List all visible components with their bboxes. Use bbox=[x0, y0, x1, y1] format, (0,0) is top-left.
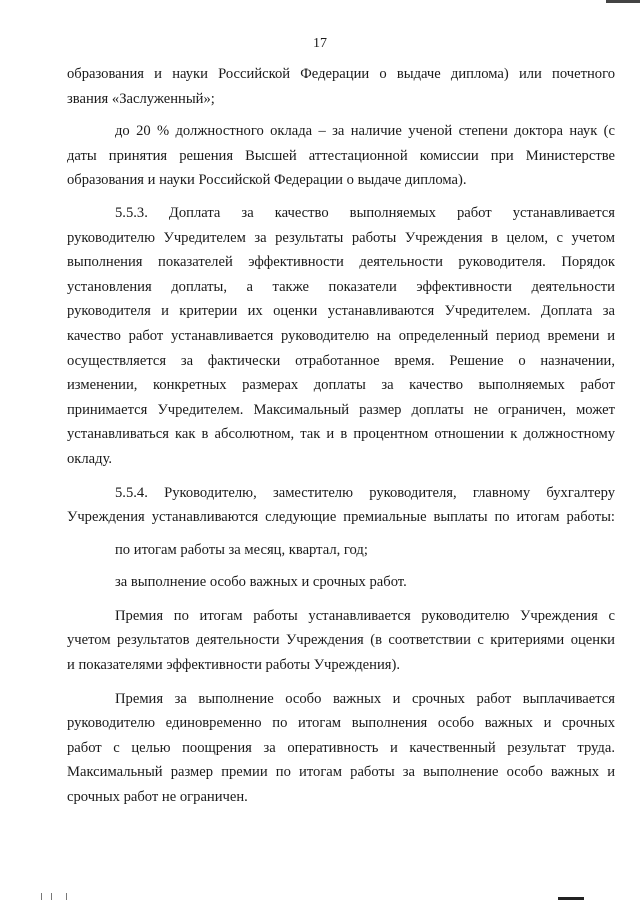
paragraph bbox=[67, 119, 615, 193]
text-line: принимается Учредителем. Максимальный размер доплаты не ограничен, может bbox=[67, 401, 615, 418]
text-line: руководителя и критерии их оценки устанавливаются Учредителем. Доплата за bbox=[67, 303, 615, 320]
text-line: выполнения показателей эффективности деятельности руководителя. Порядок bbox=[67, 254, 615, 271]
text-line: устанавливаться как в абсолютном, так и в процентном отношении к должностному bbox=[67, 426, 615, 443]
text-line: срочных работ не ограничен. bbox=[67, 789, 248, 806]
text-line: руководителю Учредителем за результаты работы Учреждения в целом, с учетом bbox=[67, 229, 615, 246]
scan-tick-mark bbox=[41, 893, 42, 900]
text-line: установления доплаты, а также показатели эффективности деятельности bbox=[67, 278, 615, 295]
text-line: работ с целью поощрения за оперативность и качественный результат труда. bbox=[67, 739, 615, 756]
list-item bbox=[67, 570, 615, 595]
scan-edge-mark-bottom bbox=[558, 897, 584, 900]
text-line: и показателями эффективности работы Учреждения). bbox=[67, 657, 400, 674]
text-line: 5.5.4. Руководителю, заместителю руководителя, главному бухгалтеру bbox=[115, 484, 615, 501]
scan-edge-mark-top bbox=[606, 0, 640, 3]
text-line: образования и науки Российской Федерации о выдаче диплома) или почетного bbox=[67, 66, 615, 82]
text-line: 5.5.3. Доплата за качество выполняемых работ устанавливается bbox=[115, 204, 615, 221]
paragraph bbox=[67, 62, 615, 111]
scan-tick-mark bbox=[51, 893, 52, 900]
scan-tick-mark bbox=[66, 893, 67, 900]
text-line: даты принятия решения Высшей аттестационной комиссии при Министерстве bbox=[67, 147, 615, 164]
paragraph bbox=[67, 604, 615, 678]
text-line: до 20 % должностного оклада – за наличие ученой степени доктора наук (с bbox=[115, 123, 615, 140]
document-body bbox=[67, 62, 615, 810]
paragraph-5-5-3 bbox=[67, 201, 615, 472]
text-line: Премия за выполнение особо важных и срочных работ выплачивается bbox=[115, 690, 615, 707]
text-line: Учреждения устанавливаются следующие премиальные выплаты по итогам работы: bbox=[67, 509, 615, 526]
text-line: Премия по итогам работы устанавливается руководителю Учреждения с bbox=[115, 607, 615, 624]
text-line: учетом результатов деятельности Учреждения (в соответствии с критериями оценки bbox=[67, 632, 615, 649]
text-line: за выполнение особо важных и срочных работ. bbox=[115, 574, 407, 591]
text-line: по итогам работы за месяц, квартал, год; bbox=[115, 541, 368, 558]
text-line: образования и науки Российской Федерации о выдаче диплома). bbox=[67, 172, 467, 189]
text-line: звания «Заслуженный»; bbox=[67, 90, 215, 107]
text-line: окладу. bbox=[67, 450, 113, 467]
text-line: изменении, конкретных размерах доплаты за качество выполняемых работ bbox=[67, 377, 615, 394]
list-item bbox=[67, 538, 615, 563]
paragraph bbox=[67, 687, 615, 810]
text-line: Максимальный размер премии по итогам работы за выполнение особо важных и bbox=[67, 764, 615, 781]
text-line: осуществляется за фактически отработанное время. Решение о назначении, bbox=[67, 352, 615, 369]
text-line: руководителю единовременно по итогам выполнения особо важных и срочных bbox=[67, 715, 615, 732]
paragraph-5-5-4 bbox=[67, 481, 615, 530]
text-line: качество работ устанавливается руководителю на определенный период времени и bbox=[67, 327, 615, 344]
page-number: 17 bbox=[313, 36, 327, 51]
